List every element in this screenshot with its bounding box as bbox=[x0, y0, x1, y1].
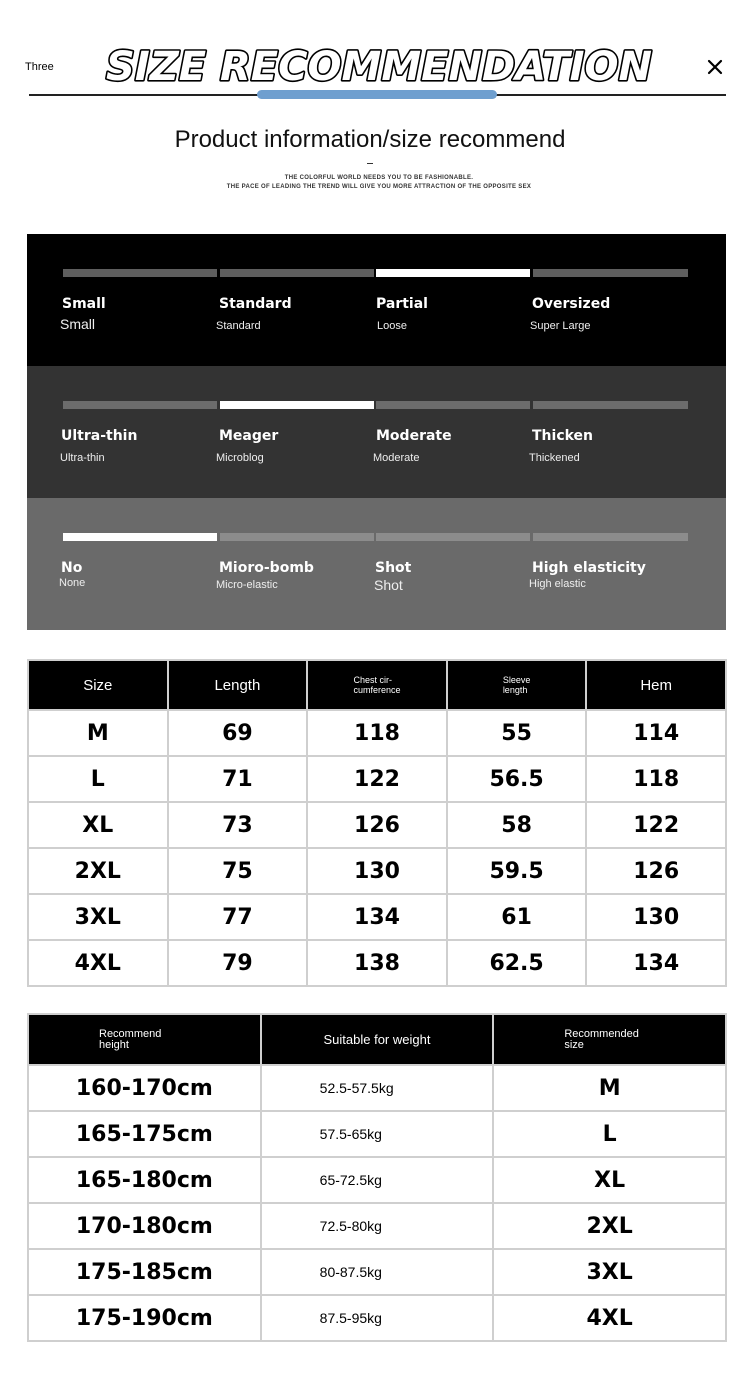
size-cell: 4XL bbox=[494, 1296, 725, 1340]
table-cell: 58 bbox=[448, 803, 586, 847]
table-header-row bbox=[29, 661, 725, 709]
fit-option-label: Thicken bbox=[532, 428, 594, 444]
height-cell: 160-170cm bbox=[29, 1066, 260, 1110]
weight-cell: 87.5-95kg bbox=[262, 1296, 493, 1340]
table-cell: 130 bbox=[587, 895, 725, 939]
fit-scale-segment bbox=[533, 533, 688, 541]
table-cell: 79 bbox=[169, 941, 307, 985]
table-row bbox=[29, 1066, 725, 1110]
fit-scale-segment bbox=[376, 533, 530, 541]
fit-option-label: Standard bbox=[219, 296, 292, 312]
table-cell: 69 bbox=[169, 711, 307, 755]
svg-text:SIZE RECOMMENDATION: SIZE RECOMMENDATION bbox=[106, 44, 652, 90]
weight-cell: 57.5-65kg bbox=[262, 1112, 493, 1156]
tagline-line-1: THE COLORFUL WORLD NEEDS YOU TO BE FASHIONABLE. bbox=[284, 175, 474, 181]
table-cell: 118 bbox=[587, 757, 725, 801]
table-row bbox=[29, 941, 725, 985]
fit-option-sublabel: Small bbox=[60, 316, 96, 332]
fit-option-label: Shot bbox=[375, 560, 412, 576]
fit-option-sublabel: Standard bbox=[216, 320, 261, 332]
table-cell: 4XL bbox=[29, 941, 167, 985]
fit-option-label: High elasticity bbox=[532, 560, 646, 576]
table-row bbox=[29, 711, 725, 755]
fit-scale-segment bbox=[533, 401, 688, 409]
fit-scale-band bbox=[27, 234, 726, 366]
table-cell: 55 bbox=[448, 711, 586, 755]
table-cell: 114 bbox=[587, 711, 725, 755]
header-length: Length bbox=[169, 661, 307, 709]
table-row bbox=[29, 1158, 725, 1202]
header-weight: Suitable for weight bbox=[262, 1015, 493, 1064]
fit-option-label: Partial bbox=[376, 296, 428, 312]
fit-option-label: Meager bbox=[219, 428, 279, 444]
fit-option-sublabel: Ultra-thin bbox=[60, 452, 105, 464]
weight-cell: 52.5-57.5kg bbox=[262, 1066, 493, 1110]
fit-scale-segment bbox=[533, 269, 688, 277]
table-cell: 71 bbox=[169, 757, 307, 801]
table-cell: 77 bbox=[169, 895, 307, 939]
table-cell: 61 bbox=[448, 895, 586, 939]
weight-cell: 65-72.5kg bbox=[262, 1158, 493, 1202]
fit-option-sublabel: Moderate bbox=[373, 452, 420, 464]
fit-option-label: Small bbox=[62, 296, 106, 312]
fit-option-sublabel: Micro-elastic bbox=[216, 579, 278, 591]
fit-scale-segment bbox=[63, 269, 217, 277]
size-cell: 2XL bbox=[494, 1204, 725, 1248]
height-cell: 175-190cm bbox=[29, 1296, 260, 1340]
fit-option-label: Moderate bbox=[376, 428, 452, 444]
table-row bbox=[29, 1112, 725, 1156]
table-cell: 122 bbox=[308, 757, 446, 801]
table-cell: 75 bbox=[169, 849, 307, 893]
table-cell: 138 bbox=[308, 941, 446, 985]
table-row bbox=[29, 757, 725, 801]
table-cell: 134 bbox=[308, 895, 446, 939]
fit-scale-segment bbox=[63, 533, 217, 541]
table-row bbox=[29, 1250, 725, 1294]
table-row bbox=[29, 803, 725, 847]
header-recommend-height: Recommend height bbox=[29, 1015, 260, 1064]
fit-option-sublabel: None bbox=[59, 577, 86, 589]
table-cell: L bbox=[29, 757, 167, 801]
height-cell: 170-180cm bbox=[29, 1204, 260, 1248]
table-cell: 62.5 bbox=[448, 941, 586, 985]
subtitle-dash bbox=[367, 163, 373, 164]
table-row bbox=[29, 849, 725, 893]
table-cell: 134 bbox=[587, 941, 725, 985]
fit-option-label: No bbox=[61, 560, 83, 576]
fit-option-label: Oversized bbox=[532, 296, 611, 312]
table-cell: 73 bbox=[169, 803, 307, 847]
fit-option-sublabel: Thickened bbox=[529, 452, 580, 464]
table-cell: 56.5 bbox=[448, 757, 586, 801]
table-cell: M bbox=[29, 711, 167, 755]
fit-option-sublabel: Loose bbox=[377, 320, 407, 332]
table-cell: 130 bbox=[308, 849, 446, 893]
table-header-row bbox=[29, 1015, 725, 1064]
fit-scale-band bbox=[27, 366, 726, 498]
page-title bbox=[104, 38, 654, 90]
fit-scale-segment bbox=[63, 401, 217, 409]
header-recommended-size: Recommended size bbox=[494, 1015, 725, 1064]
table-cell: 126 bbox=[587, 849, 725, 893]
table-row bbox=[29, 895, 725, 939]
close-icon[interactable] bbox=[703, 55, 727, 79]
size-cell: 3XL bbox=[494, 1250, 725, 1294]
fit-scale-segment bbox=[220, 269, 374, 277]
header-sleeve: Sleeve length bbox=[448, 661, 586, 709]
weight-cell: 72.5-80kg bbox=[262, 1204, 493, 1248]
size-cell: XL bbox=[494, 1158, 725, 1202]
table-cell: 3XL bbox=[29, 895, 167, 939]
table-cell: 126 bbox=[308, 803, 446, 847]
fit-option-sublabel: Shot bbox=[374, 577, 403, 593]
table-row bbox=[29, 1296, 725, 1340]
header-hem: Hem bbox=[587, 661, 725, 709]
height-cell: 165-180cm bbox=[29, 1158, 260, 1202]
height-cell: 165-175cm bbox=[29, 1112, 260, 1156]
section-subtitle: Product information/size recommend bbox=[174, 126, 566, 153]
size-cell: M bbox=[494, 1066, 725, 1110]
fit-option-sublabel: Super Large bbox=[530, 320, 591, 332]
table-row bbox=[29, 1204, 725, 1248]
table-cell: 59.5 bbox=[448, 849, 586, 893]
table-cell: XL bbox=[29, 803, 167, 847]
fit-option-label: Ultra-thin bbox=[61, 428, 138, 444]
corner-label: Three bbox=[25, 61, 54, 73]
fit-option-sublabel: Microblog bbox=[216, 452, 264, 464]
fit-scale-band bbox=[27, 498, 726, 630]
header-chest: Chest cir- cumference bbox=[308, 661, 446, 709]
height-cell: 175-185cm bbox=[29, 1250, 260, 1294]
size-recommendation-table bbox=[27, 1013, 727, 1342]
fit-option-sublabel: High elastic bbox=[529, 578, 586, 590]
fit-scale-segment bbox=[220, 401, 374, 409]
size-cell: L bbox=[494, 1112, 725, 1156]
fit-scale-segment bbox=[376, 401, 530, 409]
fit-option-label: Mioro-bomb bbox=[219, 560, 314, 576]
table-cell: 2XL bbox=[29, 849, 167, 893]
header-size: Size bbox=[29, 661, 167, 709]
header-accent-bar bbox=[257, 90, 497, 99]
weight-cell: 80-87.5kg bbox=[262, 1250, 493, 1294]
table-cell: 122 bbox=[587, 803, 725, 847]
fit-scale-segment bbox=[220, 533, 374, 541]
fit-scale-segment bbox=[376, 269, 530, 277]
tagline-line-2: THE PACE OF LEADING THE TREND WILL GIVE YOU MORE ATTRACTION OF THE OPPOSITE SEX bbox=[226, 184, 532, 190]
table-cell: 118 bbox=[308, 711, 446, 755]
size-chart-table bbox=[27, 659, 727, 987]
